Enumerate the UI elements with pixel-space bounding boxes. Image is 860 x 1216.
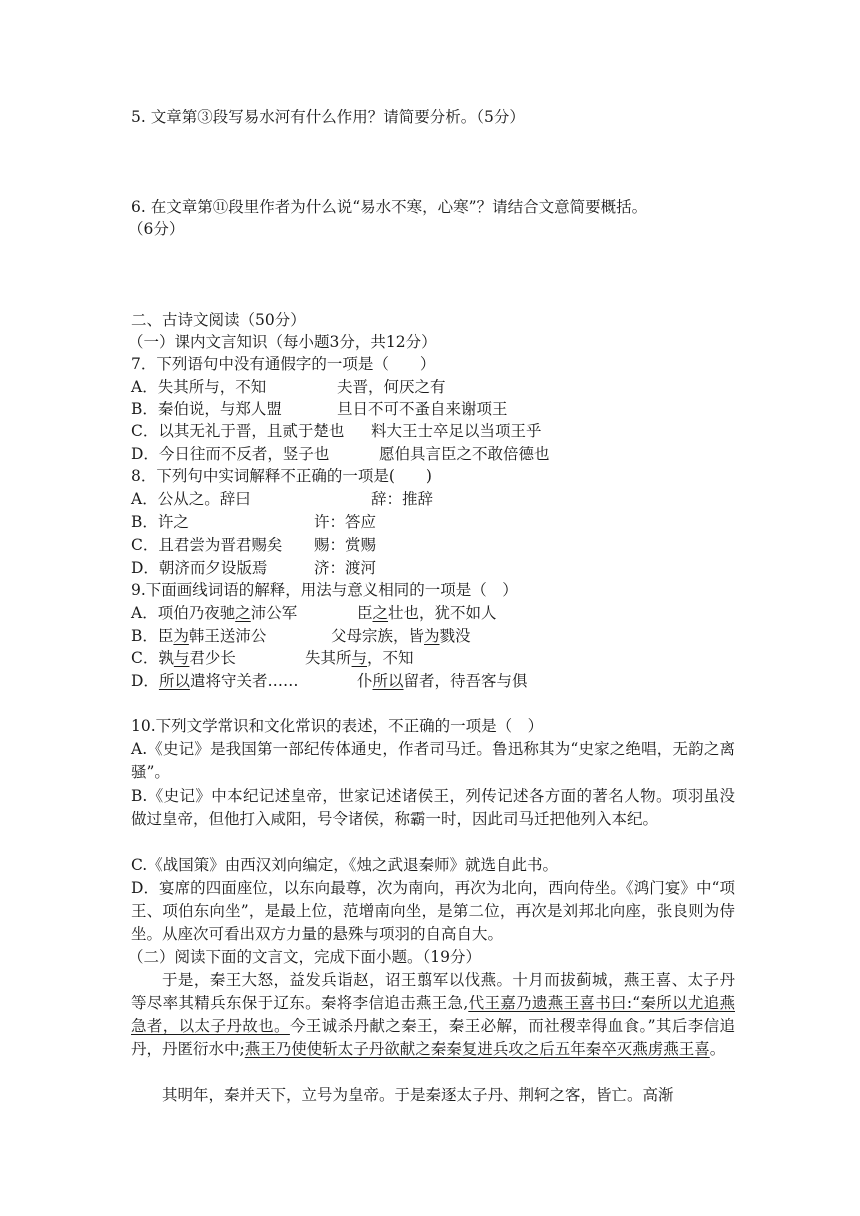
- underlined-word: 与: [351, 649, 368, 667]
- question-8-option-b: [131, 511, 376, 533]
- option-right: 赐：赏赐: [314, 536, 377, 554]
- question-7-option-b: [131, 398, 508, 420]
- part-2-heading: （二）阅读下面的文言文，完成下面小题。（19分）: [128, 948, 481, 966]
- option-right: 辞：推辞: [371, 490, 434, 508]
- underlined-word: 所以: [372, 672, 404, 690]
- underlined-word: 所以: [158, 672, 190, 690]
- question-10-option-b: B.《史记》中本纪记述皇帝，世家记述诸侯王，列传记述各方面的著名人物。项羽虽没做过皇帝，但他打入咸阳，号令诸侯，称霸一时，因此司马迁把他列入本纪。: [131, 787, 735, 828]
- question-7-option-c: [131, 420, 542, 442]
- question-7-option-a: [131, 376, 446, 398]
- question-10-option-a: A.《史记》是我国第一部纪传体通史，作者司马迁。鲁迅称其为“史家之绝唱，无韵之离骚”。: [131, 740, 735, 781]
- question-6-line-2: （6分）: [128, 220, 185, 238]
- option-left: C．且君尝为晋君赐矣: [131, 536, 283, 554]
- option-left: A．公从之。辞曰: [131, 490, 251, 508]
- question-10-stem: 10.下列文学常识和文化常识的表述，不正确的一项是（ ）: [131, 717, 544, 735]
- passage-paragraph-2: 其明年，秦并天下，立号为皇帝。于是秦逐太子丹、荆轲之客，皆亡。高渐: [162, 1086, 674, 1104]
- underlined-word: 为: [424, 627, 440, 645]
- question-9-stem: 9.下面画线词语的解释，用法与意义相同的一项是（ ）: [131, 581, 518, 599]
- question-10-option-d: D．宴席的四面座位，以东向最尊，次为南向，再次为北向，西向侍坐。《鸿门宴》中“项王、项伯东向坐”，是最上位，范增南向坐，是第二位，再次是刘邦北向座，张良则为侍坐。从座次可看出双方力量的悬殊与项羽的自高自大。: [131, 879, 735, 943]
- option-right: 济：渡河: [314, 559, 377, 577]
- option-left: C．以其无礼于晋，且贰于楚也: [131, 422, 345, 440]
- option-left: D．朝济而夕设版焉: [131, 559, 268, 577]
- question-8-option-a: [131, 488, 433, 510]
- question-9-option-d: D．所以遣将守关者…… 仆所以留者，待吾客与俱: [131, 672, 528, 690]
- question-7-option-d: [131, 443, 550, 465]
- underlined-word: 之: [372, 604, 389, 622]
- question-10-option-c: C.《战国策》由西汉刘向编定，《烛之武退秦师》就选自此书。: [131, 856, 558, 874]
- option-right: 愿伯具言臣之不敢倍德也: [379, 445, 550, 463]
- underlined-sentence-1: 代王嘉乃遗燕王喜书曰:“秦所以尤追燕急者，以太子丹故也。: [131, 994, 735, 1035]
- option-right: 许：答应: [314, 513, 377, 531]
- question-8-option-d: [131, 557, 376, 579]
- question-7-stem: 7．下列语句中没有通假字的一项是（ ）: [131, 355, 436, 373]
- option-left: D．今日往而不反者，竖子也: [131, 445, 330, 463]
- question-9-option-b: B．臣为韩王送沛公 父母宗族，皆为戮没: [131, 627, 471, 645]
- question-6-line-1: 6. 在文章第⑪段里作者为什么说“易水不寒，心寒”？请结合文意简要概括。: [131, 198, 648, 216]
- part-1-heading: （一）课内文言知识（每小题3分，共12分）: [128, 333, 437, 351]
- option-right: 料大王士卒足以当项王乎: [371, 422, 542, 440]
- question-5: 5. 文章第③段写易水河有什么作用？请简要分析。（5分）: [131, 108, 525, 126]
- question-9-option-a: A．项伯乃夜驰之沛公军 臣之壮也，犹不如人: [131, 604, 497, 622]
- option-right: 夫晋，何厌之有: [337, 378, 446, 396]
- question-9-option-c: C．孰与君少长 失其所与，不知: [131, 649, 414, 667]
- passage-paragraph-1: 于是，秦王大怒，益发兵诣赵，诏王翦军以伐燕。十月而拔蓟城，燕王喜、太子丹等尽率其精兵东保于辽东。秦将李信追击燕王急,代王嘉乃遗燕王喜书曰:“秦所以尤追燕急者，以太子丹故也。今王诚杀丹献之秦王，秦王必解，而社稷幸得血食。”其后李信追丹，丹匿衍水中;燕王乃使使斩太子丹欲献之秦秦复进兵攻之后五年秦卒灭燕虏燕王喜。: [131, 971, 735, 1058]
- option-right: 旦日不可不蚤自来谢项王: [337, 400, 508, 418]
- underlined-word: 与: [173, 649, 190, 667]
- underlined-sentence-2: 燕王乃使使斩太子丹欲献之秦秦复进兵攻之后五年秦卒灭燕虏燕王喜: [244, 1040, 710, 1058]
- option-left: B．秦伯说，与郑人盟: [131, 400, 282, 418]
- underlined-word: 之: [235, 604, 251, 622]
- question-8-option-c: [131, 534, 376, 556]
- option-left: B．许之: [131, 513, 189, 531]
- section-2-heading: 二、古诗文阅读（50分）: [131, 311, 306, 329]
- option-left: A．失其所与，不知: [131, 378, 267, 396]
- underlined-word: 为: [173, 627, 189, 645]
- question-8-stem: 8．下列句中实词解释不正确的一项是( ): [131, 467, 432, 485]
